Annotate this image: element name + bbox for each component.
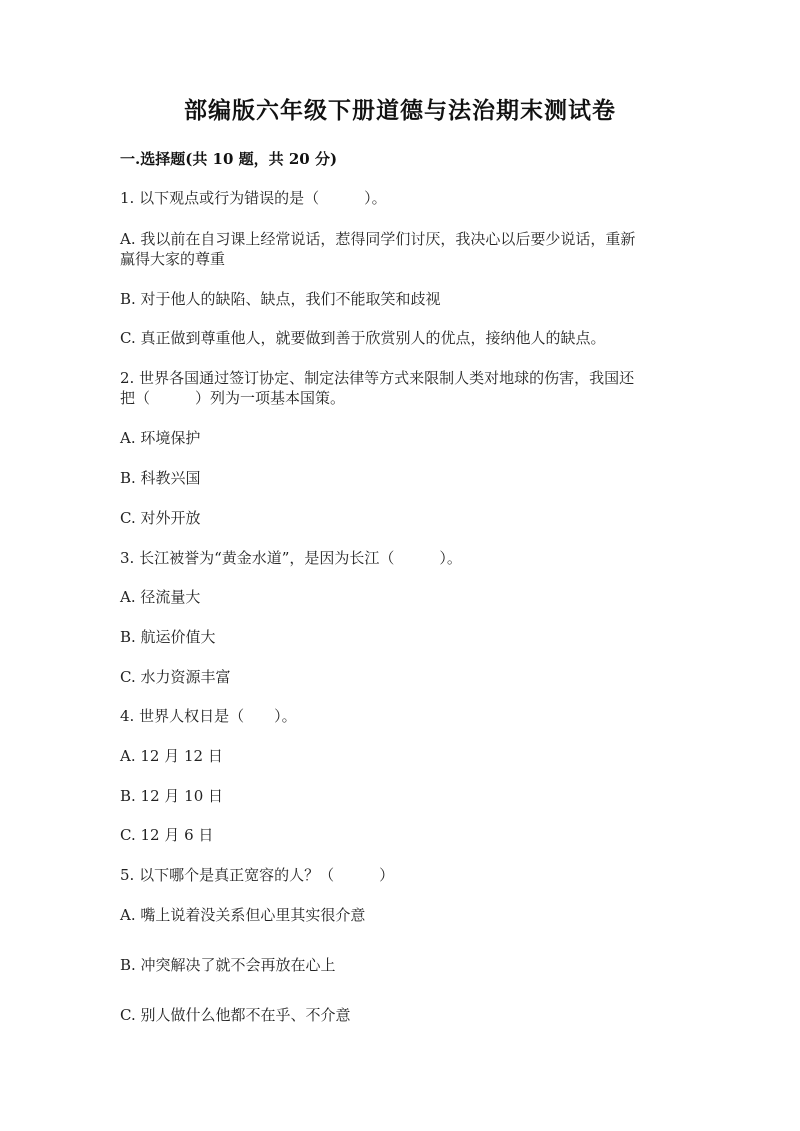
question-3-option-c: C. 水力资源丰富	[120, 668, 231, 686]
question-3-option-a: A. 径流量大	[120, 588, 201, 606]
question-3-option-b: B. 航运价值大	[120, 628, 216, 646]
question-4-stem: 4. 世界人权日是（ ）。	[120, 707, 297, 725]
question-5-option-b: B. 冲突解决了就不会再放在心上	[120, 956, 336, 974]
question-1-option-a-line-2: 赢得大家的尊重	[120, 250, 226, 268]
question-4-option-c: C. 12 月 6 日	[120, 826, 214, 844]
section-heading: 一.选择题(共 10 题，共 20 分)	[120, 150, 338, 168]
question-3-stem: 3. 长江被誉为“黄金水道”，是因为长江（ ）。	[120, 549, 462, 567]
question-2-option-c: C. 对外开放	[120, 509, 201, 527]
question-5-option-a: A. 嘴上说着没关系但心里其实很介意	[120, 906, 366, 924]
question-4-option-b: B. 12 月 10 日	[120, 787, 224, 805]
question-4-option-a: A. 12 月 12 日	[120, 747, 223, 765]
question-2-option-a: A. 环境保护	[120, 429, 201, 447]
question-5-option-c: C. 别人做什么他都不在乎、不介意	[120, 1006, 351, 1024]
question-2-stem-line-2: 把（ ）列为一项基本国策。	[120, 389, 346, 407]
question-2-option-b: B. 科教兴国	[120, 469, 201, 487]
question-1-stem: 1. 以下观点或行为错误的是（ ）。	[120, 189, 387, 207]
question-1-option-b: B. 对于他人的缺陷、缺点，我们不能取笑和歧视	[120, 290, 441, 308]
question-1-option-a-line-1: A. 我以前在自习课上经常说话，惹得同学们讨厌，我决心以后要少说话，重新	[120, 230, 636, 248]
question-5-stem: 5. 以下哪个是真正宽容的人？（ ）	[120, 866, 395, 884]
question-1-option-c: C. 真正做到尊重他人，就要做到善于欣赏别人的优点，接纳他人的缺点。	[120, 329, 606, 347]
page-title: 部编版六年级下册道德与法治期末测试卷	[184, 97, 616, 124]
question-2-stem-line-1: 2. 世界各国通过签订协定、制定法律等方式来限制人类对地球的伤害，我国还	[120, 369, 635, 387]
